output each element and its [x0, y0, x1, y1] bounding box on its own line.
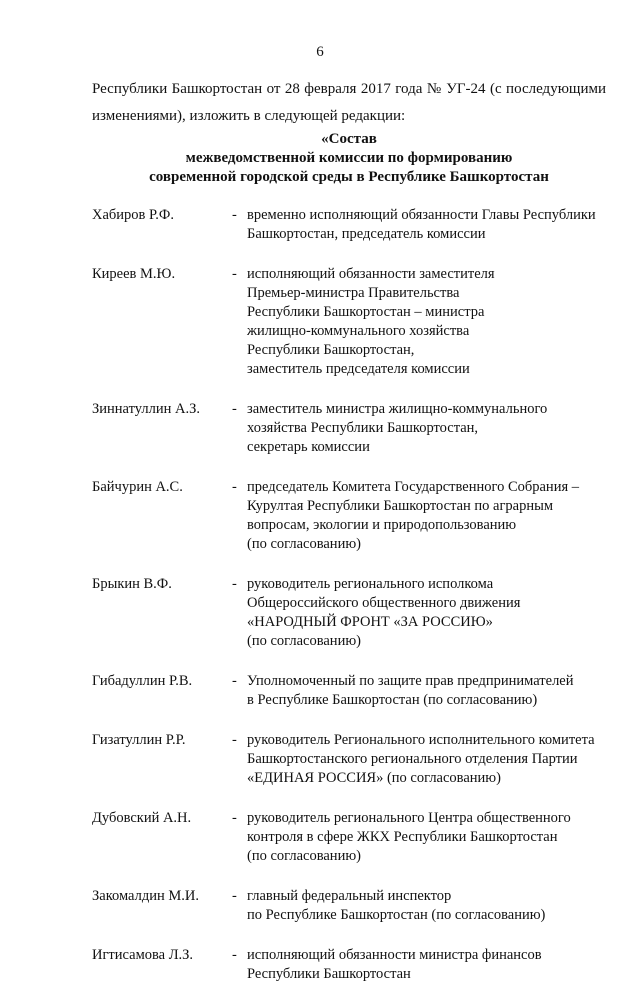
member-role-line: главный федеральный инспектор — [247, 888, 452, 904]
member-role-line: Курултая Республики Башкортостан по аграрным — [247, 498, 554, 514]
member-row — [92, 575, 612, 651]
member-dash: - — [232, 732, 237, 748]
member-row — [92, 809, 612, 866]
member-role-line: заместитель министра жилищно-коммунального — [247, 401, 548, 417]
member-role-line: руководитель регионального Центра общественного — [247, 810, 571, 826]
member-dash: - — [232, 888, 237, 904]
member-name: Зиннатуллин А.З. — [92, 401, 200, 417]
member-role — [247, 400, 612, 457]
member-name: Хабиров Р.Ф. — [92, 207, 174, 223]
member-row — [92, 478, 612, 554]
member-dash: - — [232, 947, 237, 963]
member-name: Брыкин В.Ф. — [92, 576, 172, 592]
member-role — [247, 672, 612, 710]
member-role-line: секретарь комиссии — [247, 439, 370, 455]
member-role — [247, 478, 612, 554]
member-role-line: жилищно-коммунального хозяйства — [247, 323, 470, 339]
member-role-line: исполняющий обязанности министра финансов — [247, 947, 542, 963]
member-role-line: в Республике Башкортостан (по согласованию) — [247, 692, 538, 708]
member-role-line: (по согласованию) — [247, 633, 361, 649]
heading-line: современной городской среды в Республике Башкортостан — [149, 169, 549, 185]
member-role-line: Башкортостан, председатель комиссии — [247, 226, 486, 242]
member-name: Гибадуллин Р.В. — [92, 673, 193, 689]
member-row — [92, 731, 612, 788]
composition-heading — [92, 130, 606, 187]
member-role — [247, 946, 612, 984]
member-role-line: Башкортостанского регионального отделения Партии — [247, 751, 578, 767]
member-role-line: хозяйства Республики Башкортостан, — [247, 420, 479, 436]
member-role-line: Республики Башкортостан – министра — [247, 304, 485, 320]
member-role-line: Уполномоченный по защите прав предпринимателей — [247, 673, 574, 689]
member-name: Дубовский А.Н. — [92, 810, 192, 826]
page-number: 6 — [316, 44, 324, 60]
member-name: Закомалдин М.И. — [92, 888, 199, 904]
member-name: Гизатуллин Р.Р. — [92, 732, 186, 748]
member-dash: - — [232, 401, 237, 417]
member-dash: - — [232, 810, 237, 826]
member-dash: - — [232, 576, 237, 592]
member-role — [247, 809, 612, 866]
heading-line: межведомственной комиссии по формированию — [185, 150, 513, 166]
member-dash: - — [232, 207, 237, 223]
member-role-line: Общероссийского общественного движения — [247, 595, 521, 611]
member-role — [247, 731, 612, 788]
member-row — [92, 206, 612, 244]
commission-member-list — [92, 206, 612, 1005]
member-dash: - — [232, 266, 237, 282]
member-role-line: председатель Комитета Государственного Собрания – — [247, 479, 579, 495]
heading-line: «Состав — [321, 131, 377, 147]
member-role — [247, 887, 612, 925]
member-role-line: Республики Башкортостан — [247, 966, 411, 982]
member-name: Игтисамова Л.З. — [92, 947, 194, 963]
member-role-line: контроля в сфере ЖКХ Республики Башкортостан — [247, 829, 558, 845]
member-role-line: исполняющий обязанности заместителя — [247, 266, 495, 282]
member-dash: - — [232, 479, 237, 495]
member-name: Байчурин А.С. — [92, 479, 183, 495]
member-role — [247, 206, 612, 244]
member-role-line: временно исполняющий обязанности Главы Республики — [247, 207, 596, 223]
member-dash: - — [232, 673, 237, 689]
member-row — [92, 887, 612, 925]
member-role-line: (по согласованию) — [247, 536, 361, 552]
member-row — [92, 400, 612, 457]
intro-line: изменениями), изложить в следующей редакции: — [92, 108, 406, 124]
member-role-line: заместитель председателя комиссии — [247, 361, 470, 377]
member-role-line: «НАРОДНЫЙ ФРОНТ «ЗА РОССИЮ» — [247, 614, 493, 630]
intro-line: Республики Башкортостан от 28 февраля 2017 года № УГ-24 (с последующими — [92, 81, 606, 97]
member-role-line: руководитель регионального исполкома — [247, 576, 494, 592]
member-name: Киреев М.Ю. — [92, 266, 176, 282]
member-row — [92, 946, 612, 984]
member-row — [92, 672, 612, 710]
member-role-line: по Республике Башкортостан (по согласованию) — [247, 907, 546, 923]
member-row — [92, 265, 612, 379]
member-role — [247, 265, 612, 379]
member-role — [247, 575, 612, 651]
member-role-line: «ЕДИНАЯ РОССИЯ» (по согласованию) — [247, 770, 501, 786]
member-role-line: Премьер-министра Правительства — [247, 285, 460, 301]
intro-paragraph — [92, 76, 606, 130]
member-role-line: (по согласованию) — [247, 848, 361, 864]
member-role-line: вопросам, экологии и природопользованию — [247, 517, 517, 533]
member-role-line: Республики Башкортостан, — [247, 342, 415, 358]
member-role-line: руководитель Регионального исполнительного комитета — [247, 732, 595, 748]
